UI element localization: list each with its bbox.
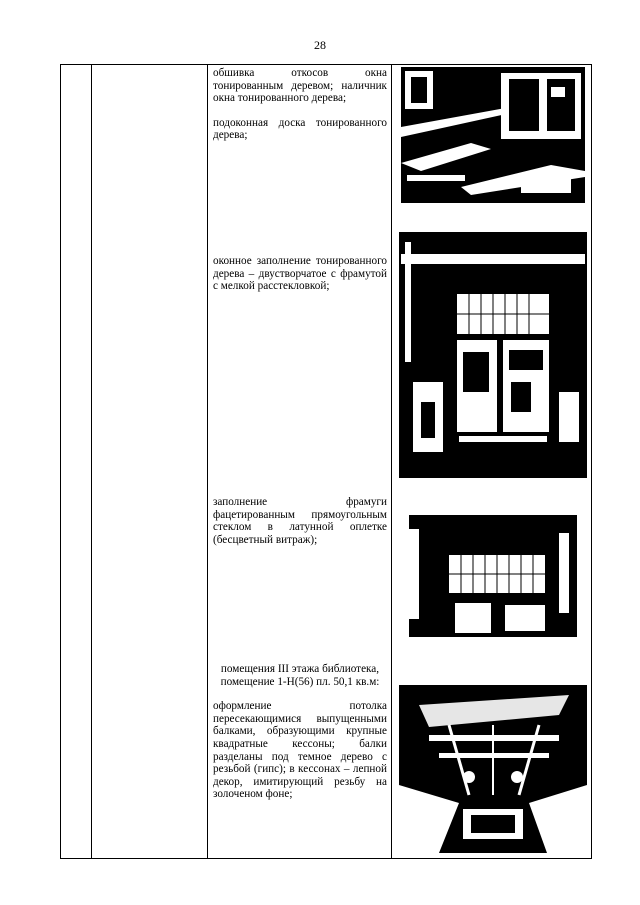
description-paragraph: оконное заполнение тонированного дерева – двустворчатое с фрамутой с мелкой расстекловкой; xyxy=(213,255,387,293)
row-4-text xyxy=(213,663,387,801)
description-paragraph: подоконная доска тонированного дерева; xyxy=(213,116,387,142)
description-table xyxy=(60,64,592,859)
double-window-photo xyxy=(399,232,587,478)
column-divider xyxy=(91,65,92,858)
row-1-text xyxy=(213,67,387,142)
row-3-text xyxy=(213,496,387,546)
description-paragraph: обшивка откосов окна тонированным деревом; наличник окна тонированного дерева; xyxy=(213,67,387,105)
window-slope-photo xyxy=(401,67,585,203)
room-heading: помещения III этажа библиотека, помещение 1-Н(56) пл. 50,1 кв.м: xyxy=(220,663,380,688)
transom-stained-glass-photo xyxy=(409,509,577,637)
column-divider xyxy=(391,65,392,858)
page-number: 28 xyxy=(314,38,326,52)
row-2-text xyxy=(213,255,387,293)
description-paragraph: заполнение фрамуги фацетированным прямоугольным стеклом в латунной оплетке (бесцветный витраж); xyxy=(213,496,387,546)
column-divider xyxy=(207,65,208,858)
coffered-ceiling-photo xyxy=(399,685,587,853)
description-paragraph: оформление потолка пересекающимися выпущенными балками, образующими крупные квадратные кессоны; балки разделаны под темное дерево с резьбой (гипс); в кессонах – лепной декор, имитирующий резьбу на золоченом фоне; xyxy=(213,700,387,801)
